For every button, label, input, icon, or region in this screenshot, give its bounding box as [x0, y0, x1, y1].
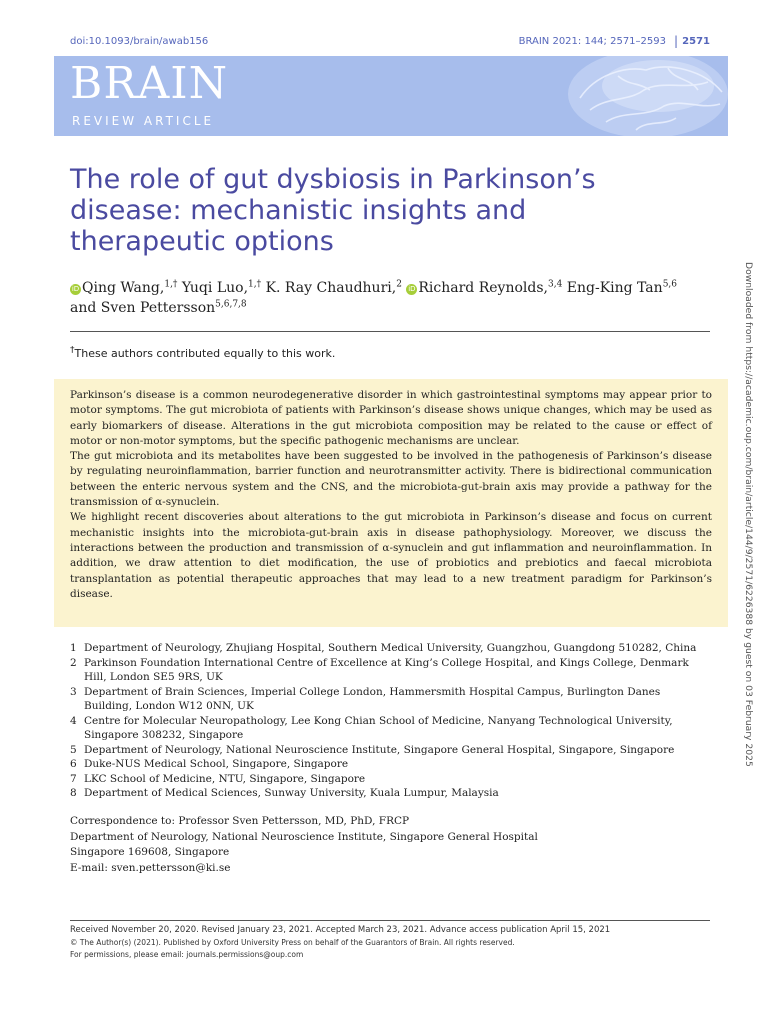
affiliation-item	[70, 772, 710, 787]
permissions-notice[interactable]: For permissions, please email: journals.permissions@oup.com	[70, 949, 304, 959]
affiliation-text: Department of Neurology, Zhujiang Hospital, Southern Medical University, Guangzhou, Guangdong 510282, China	[84, 642, 697, 654]
affiliation-number: 5	[70, 743, 77, 756]
affiliation-list	[70, 641, 710, 801]
author-name[interactable]: Richard Reynolds,	[418, 280, 548, 296]
journal-banner	[54, 56, 728, 136]
author-list	[70, 278, 720, 318]
article-title: The role of gut dysbiosis in Parkinson’s disease: mechanistic insights and therapeutic options	[70, 164, 596, 257]
equal-contribution-note	[70, 347, 335, 360]
author-name[interactable]: K. Ray Chaudhuri,	[265, 280, 397, 296]
affiliation-text: Department of Brain Sciences, Imperial College London, Hammersmith Hospital Campus, Burlington Danes Building, London W12 0NN, UK	[84, 685, 661, 712]
brain-illustration	[468, 56, 728, 136]
abstract-box	[54, 379, 728, 627]
footer-divider	[70, 920, 710, 921]
author-name[interactable]: Eng-King Tan	[566, 280, 663, 296]
article-type: REVIEW ARTICLE	[72, 114, 215, 128]
affiliation-number: 8	[70, 787, 77, 799]
received-dates: Received November 20, 2020. Revised January 23, 2021. Accepted March 23, 2021. Advance access publication April 15, 2021	[70, 925, 611, 935]
abstract-paragraph: Parkinson’s disease is a common neurodegenerative disorder in which gastrointestinal symptoms may appear prior to motor symptoms. The gut microbiota of patients with Parkinson’s disease shows unique changes, which may be used as early biomarkers of disease. Alterations in the gut microbiota composition may be related to the cause or effect of motor or non-motor symptoms, but the specific pathogenic mechanisms are unclear.	[70, 389, 712, 447]
author-affiliation-sup: 3,4	[547, 279, 563, 290]
affiliation-number: 6	[70, 758, 77, 770]
affiliation-text: Centre for Molecular Neuropathology, Lee Kong Chian School of Medicine, Nanyang Technological University, Singapore 308232, Singapore	[84, 714, 673, 741]
correspondence-line: Department of Neurology, National Neuroscience Institute, Singapore General Hospital	[70, 830, 538, 843]
copyright-notice: © The Author(s) (2021). Published by Oxford University Press on behalf of the Guarantors of Brain. All rights reserved.	[70, 938, 515, 947]
author-affiliation-sup: 1,†	[164, 279, 178, 290]
abstract-paragraph: The gut microbiota and its metabolites have been suggested to be involved in the pathogenesis of Parkinson’s disease by regulating neuroinflammation, barrier function and neurotransmitter activity. There is bidirectional communication between the enteric nervous system and the CNS, and the microbiota-gut-brain axis may provide a pathway for the transmission of α-synuclein.	[70, 450, 712, 509]
author-name[interactable]: and Sven Pettersson	[70, 300, 216, 316]
correspondence-email[interactable]: E-mail: sven.pettersson@ki.se	[70, 861, 231, 874]
author-line-1	[70, 278, 720, 298]
affiliation-number: 7	[70, 772, 77, 785]
orcid-icon[interactable]: iD	[408, 285, 416, 293]
correspondence-line: Singapore 169608, Singapore	[70, 846, 230, 858]
header-separator: |	[673, 34, 678, 48]
affiliation-number: 1	[70, 642, 77, 654]
affiliation-text: Duke-NUS Medical School, Singapore, Singapore	[84, 758, 349, 770]
footer	[70, 924, 710, 960]
journal-logo: BRAIN	[70, 58, 229, 109]
author-affiliation-sup: 5,6,7,8	[215, 299, 247, 310]
affiliation-item	[70, 641, 710, 656]
journal-citation: BRAIN 2021: 144; 2571–2593	[518, 36, 666, 47]
affiliation-item	[70, 714, 710, 743]
affiliation-item	[70, 786, 710, 801]
page-number: 2571	[682, 36, 710, 47]
title-divider	[70, 331, 710, 332]
download-watermark: Downloaded from https://academic.oup.com/brain/article/144/9/2571/6226388 by guest on 03 February 2025	[743, 262, 754, 767]
author-affiliation-sup: 1,†	[248, 279, 262, 290]
abstract-paragraph: We highlight recent discoveries about alterations to the gut microbiota in Parkinson’s disease and focus on current mechanistic insights into the microbiota-gut-brain axis in disease pathophysiology. Moreover, we discuss the interactions between the production and transmission of α-synuclein and gut inflammation and neuroinflammation. In addition, we draw attention to diet modification, the use of probiotics and prebiotics and faecal microbiota transplantation as potential therapeutic approaches that may lead to a new treatment paradigm for Parkinson’s disease.	[70, 511, 712, 600]
affiliation-item	[70, 685, 710, 714]
affiliation-item	[70, 743, 710, 758]
correspondence-block	[70, 814, 670, 876]
author-name[interactable]: Yuqi Luo,	[181, 280, 249, 296]
doi-link[interactable]: doi:10.1093/brain/awab156	[70, 36, 209, 47]
affiliation-text: Parkinson Foundation International Centre of Excellence at King’s College Hospital, and Kings College, Denmark Hill, London SE5 9RS, UK	[84, 656, 689, 683]
affiliation-number: 4	[70, 714, 77, 727]
author-affiliation-sup: 5,6	[662, 279, 678, 290]
correspondence-line: Correspondence to: Professor Sven Pettersson, MD, PhD, FRCP	[70, 815, 410, 827]
affiliation-number: 3	[70, 685, 77, 698]
affiliation-text: Department of Neurology, National Neuroscience Institute, Singapore General Hospital, Singapore, Singapore	[84, 743, 675, 756]
author-line-2	[70, 298, 720, 318]
affiliation-item	[70, 656, 710, 685]
author-affiliation-sup: 2	[396, 279, 402, 290]
author-name[interactable]: Qing Wang,	[82, 280, 165, 296]
affiliation-number: 2	[70, 656, 77, 669]
orcid-icon[interactable]: iD	[71, 285, 80, 293]
equal-contribution-text: These authors contributed equally to this work.	[74, 347, 336, 360]
affiliation-item	[70, 757, 710, 772]
dagger-mark: †	[70, 345, 75, 356]
affiliation-text: LKC School of Medicine, NTU, Singapore, Singapore	[84, 772, 366, 785]
affiliation-text: Department of Medical Sciences, Sunway University, Kuala Lumpur, Malaysia	[84, 787, 499, 799]
